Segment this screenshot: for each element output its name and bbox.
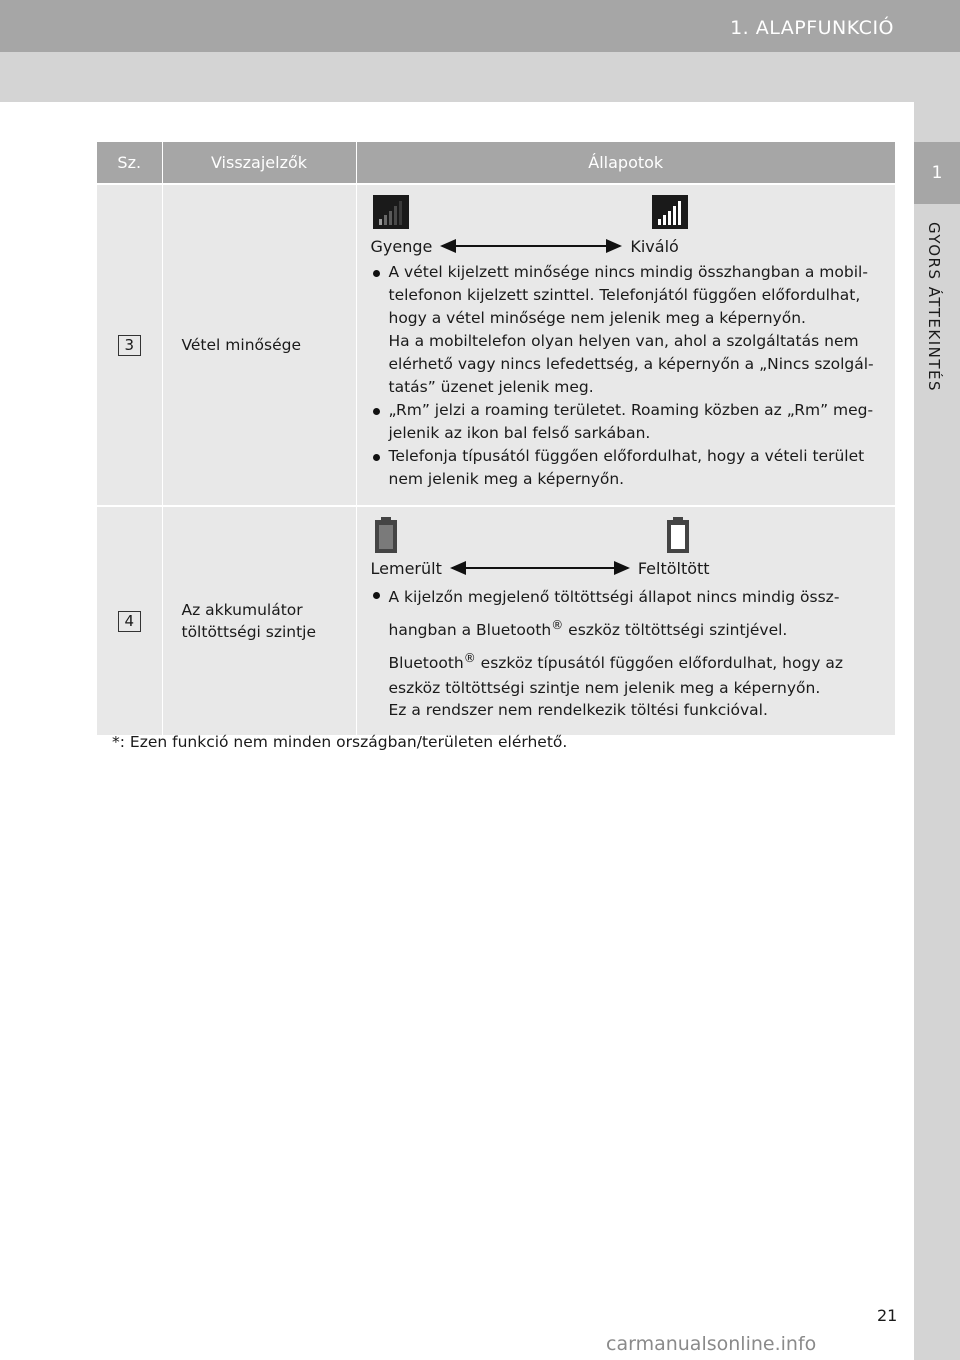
table-row bbox=[97, 184, 895, 506]
battery-scale bbox=[371, 555, 884, 581]
footnote: *: Ezen funkció nem minden országban/területen elérhető. bbox=[112, 733, 568, 751]
column-header-indicators: Visszajelzők bbox=[162, 142, 356, 184]
scale-label-full: Feltöltött bbox=[637, 558, 710, 578]
column-header-number: Sz. bbox=[97, 142, 162, 184]
list-item: Telefonja típusától függően előfordulhat, hogy a vételi terület nem jelenik meg a képernyőn. bbox=[371, 445, 884, 491]
list-item: A kijelzőn megjelenő töltöttségi állapot nincs mindig össz- hangban a Bluetooth® eszköz töltöttségi szintjével. Bluetooth® eszköz típusától függően előfordulhat, hogy az eszköz töltöttségi szintje nem jelenik meg a képernyőn. Ez a rendszer nem rendelkezik töltési funkcióval. bbox=[371, 583, 884, 721]
table-header-row bbox=[97, 142, 895, 184]
row-number-cell bbox=[97, 506, 162, 735]
indicator-label: Az akkumulátor töltöttségi szintje bbox=[162, 506, 356, 735]
row-number: 4 bbox=[118, 611, 141, 632]
row-number-cell bbox=[97, 184, 162, 506]
signal-notes bbox=[371, 261, 884, 491]
list-item: A vétel kijelzett minősége nincs mindig összhangban a mobil- telefonon kijelzett szinttel. Telefonjától függően előfordulhat, hogy a vétel minősége nem jelenik meg a képernyőn. Ha a mobiltelefon olyan helyen van, ahol a szolgáltatás nem elérhető vagy nincs lefedettség, a képernyőn a „Nincs szolgál- tatás” üzenet jelenik meg. bbox=[371, 261, 884, 399]
weak-signal-icon bbox=[373, 195, 409, 229]
empty-battery-icon bbox=[375, 517, 397, 553]
header-band bbox=[0, 52, 960, 102]
status-table bbox=[97, 142, 895, 735]
state-cell bbox=[356, 506, 895, 735]
indicator-label: Vétel minősége bbox=[162, 184, 356, 506]
full-battery-icon bbox=[667, 517, 689, 553]
battery-icons bbox=[371, 517, 884, 555]
section-title: 1. ALAPFUNKCIÓ bbox=[730, 17, 894, 39]
signal-scale bbox=[371, 233, 884, 259]
scale-label-excellent: Kiváló bbox=[630, 236, 679, 256]
page-number: 21 bbox=[877, 1306, 898, 1325]
chapter-tab[interactable]: 1 bbox=[914, 142, 960, 204]
scale-label-weak: Gyenge bbox=[370, 236, 433, 256]
double-arrow-icon bbox=[452, 567, 628, 569]
watermark-text: carmanualsonline.info bbox=[606, 1333, 817, 1355]
double-arrow-icon bbox=[442, 245, 620, 247]
excellent-signal-icon bbox=[652, 195, 688, 229]
column-header-states: Állapotok bbox=[356, 142, 895, 184]
header-bar bbox=[0, 0, 960, 52]
scale-label-empty: Lemerült bbox=[370, 558, 442, 578]
state-cell bbox=[356, 184, 895, 506]
list-item: „Rm” jelzi a roaming területet. Roaming közben az „Rm” meg- jelenik az ikon bal felső sarkában. bbox=[371, 399, 884, 445]
battery-notes bbox=[371, 583, 884, 721]
chapter-title: GYORS ÁTTEKINTÉS bbox=[925, 222, 943, 393]
table-row bbox=[97, 506, 895, 735]
row-number: 3 bbox=[118, 335, 141, 356]
signal-icons bbox=[371, 195, 884, 233]
